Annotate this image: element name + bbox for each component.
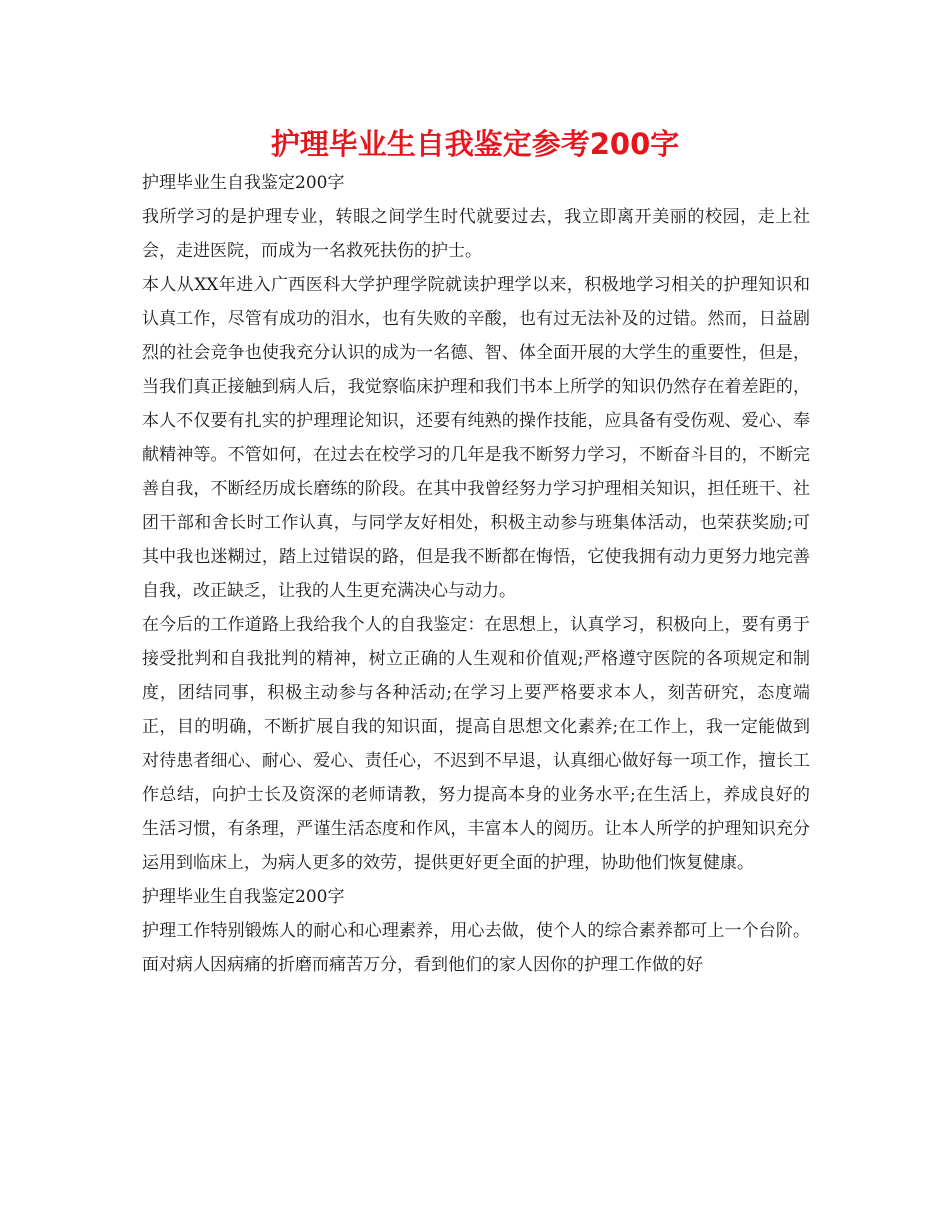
paragraph-nursing-work: 护理工作特别锻炼人的耐心和心理素养，用心去做，使个人的综合素养都可上一个台阶。面对病人因病痛的折磨而痛苦万分，看到他们的家人因你的护理工作做的好 xyxy=(142,921,810,975)
section-heading-1: 护理毕业生自我鉴定200字 xyxy=(142,173,345,193)
paragraph-study-experience: 本人从XX年进入广西医科大学护理学院就读护理学以来，积极地学习相关的护理知识和认真工作，尽管有成功的泪水，也有失败的辛酸，也有过无法补及的过错。然而，日益剧烈的社会竞争也使我充分认识的成为一名德、智、体全面开展的大学生的重要性，但是，当我们真正接触到病人后，我觉察临床护理和我们书本上所学的知识仍然存在着差距的，本人不仅要有扎实的护理理论知识，还要有纯熟的操作技能，应具备有受伤观、爱心、奉献精神等。不管如何，在过去在校学习的几年是我不断努力学习，不断奋斗目的，不断完善自我，不断经历成长磨练的阶段。在其中我曾经努力学习护理相关知识，担任班干、社团干部和舍长时工作认真，与同学友好相处，积极主动参与班集体活动，也荣获奖励;可其中我也迷糊过，踏上过错误的路，但是我不断都在悔悟，它使我拥有动力更努力地完善自我，改正缺乏，让我的人生更充满决心与动力。 xyxy=(142,275,810,601)
document-title: 护理毕业生自我鉴定参考200字 xyxy=(270,127,680,161)
section-heading-2: 护理毕业生自我鉴定200字 xyxy=(142,887,345,907)
paragraph-intro: 我所学习的是护理专业，转眼之间学生时代就要过去，我立即离开美丽的校园，走上社会，走进医院，而成为一名救死扶伤的护士。 xyxy=(142,207,810,261)
paragraph-self-assessment: 在今后的工作道路上我给我个人的自我鉴定：在思想上，认真学习，积极向上，要有勇于接受批判和自我批判的精神，树立正确的人生观和价值观;严格遵守医院的各项规定和制度，团结同事，积极主动参与各种活动;在学习上要严格要求本人，刻苦研究，态度端正，目的明确，不断扩展自我的知识面，提高自思想文化素养;在工作上，我一定能做到对待患者细心、耐心、爱心、责任心，不迟到不早退，认真细心做好每一项工作，擅长工作总结，向护士长及资深的老师请教，努力提高本身的业务水平;在生活上，养成良好的生活习惯，有条理，严谨生活态度和作风，丰富本人的阅历。让本人所学的护理知识充分运用到临床上，为病人更多的效劳，提供更好更全面的护理，协助他们恢复健康。 xyxy=(142,615,810,873)
document-body xyxy=(142,166,810,982)
